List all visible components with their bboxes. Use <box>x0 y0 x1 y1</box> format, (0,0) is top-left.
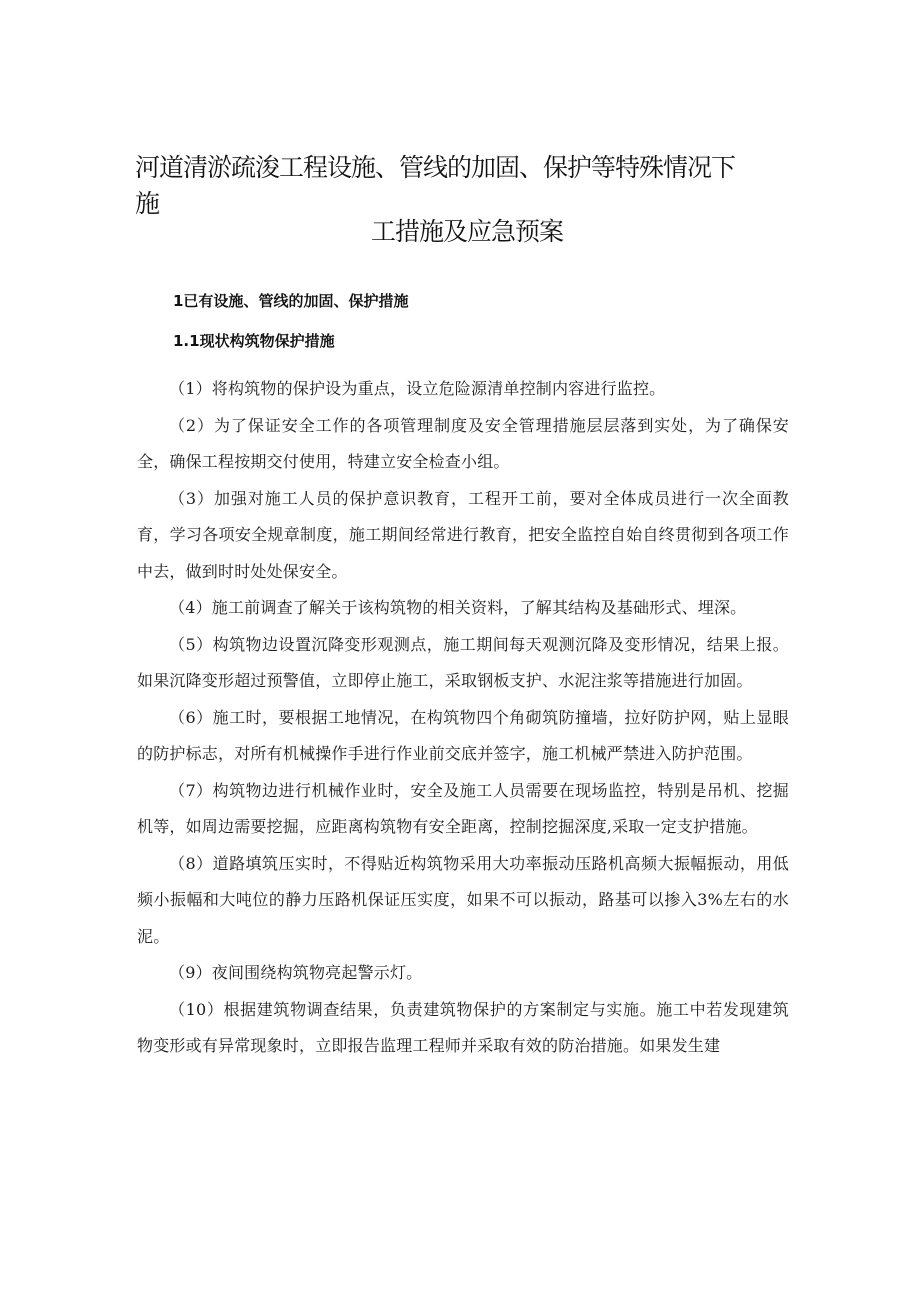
paragraph-7: （7）构筑物边进行机械作业时，安全及施工人员需要在现场监控，特别是吊机、挖掘机等，如周边需要挖掘，应距离构筑物有安全距离，控制挖掘深度,采取一定支护措施。 <box>137 780 789 836</box>
paragraph-5: （5）构筑物边设置沉降变形观测点，施工期间每天观测沉降及变形情况，结果上报。如果沉降变形超过预警值，立即停止施工，采取钢板支护、水泥注浆等措施进行加固。 <box>137 634 789 690</box>
paragraph-3: （3）加强对施工人员的保护意识教育，工程开工前，要对全体成员进行一次全面教育，学习各项安全规章制度，施工期间经常进行教育，把安全监控自始自终贯彻到各项工作中去，做到时时处处保安全。 <box>137 488 789 581</box>
paragraph-9: （9）夜间围绕构筑物亮起警示灯。 <box>169 963 423 982</box>
paragraph-1: （1）将构筑物的保护设为重点，设立危险源清单控制内容进行监控。 <box>169 379 666 398</box>
document-title-line-1: 河道清淤疏浚工程设施、管线的加固、保护等特殊情况下施 <box>135 153 736 218</box>
section-heading-1-1: 1.1现状构筑物保护措施 <box>173 332 335 350</box>
paragraph-8: （8）道路填筑压实时，不得贴近构筑物采用大功率振动压路机高频大振幅振动，用低频小振幅和大吨位的静力压路机保证压实度，如果不可以振动，路基可以掺入3%左右的水泥。 <box>137 853 789 946</box>
paragraph-10: （10）根据建筑物调查结果，负责建筑物保护的方案制定与实施。施工中若发现建筑物变形或有异常现象时，立即报告监理工程师并采取有效的防治措施。如果发生建 <box>137 999 789 1055</box>
document-body <box>137 371 789 1065</box>
section-heading-1: 1已有设施、管线的加固、保护措施 <box>173 292 409 310</box>
paragraph-6: （6）施工时，要根据工地情况，在构筑物四个角砌筑防撞墙，拉好防护网，贴上显眼的防护标志，对所有机械操作手进行作业前交底并签字，施工机械严禁进入防护范围。 <box>137 707 789 763</box>
paragraph-2: （2）为了保证安全工作的各项管理制度及安全管理措施层层落到实处，为了确保安全，确保工程按期交付使用，特建立安全检查小组。 <box>137 415 789 471</box>
paragraph-4: （4）施工前调查了解关于该构筑物的相关资料，了解其结构及基础形式、埋深。 <box>169 598 747 617</box>
document-title-line-2: 工措施及应急预案 <box>371 217 564 246</box>
